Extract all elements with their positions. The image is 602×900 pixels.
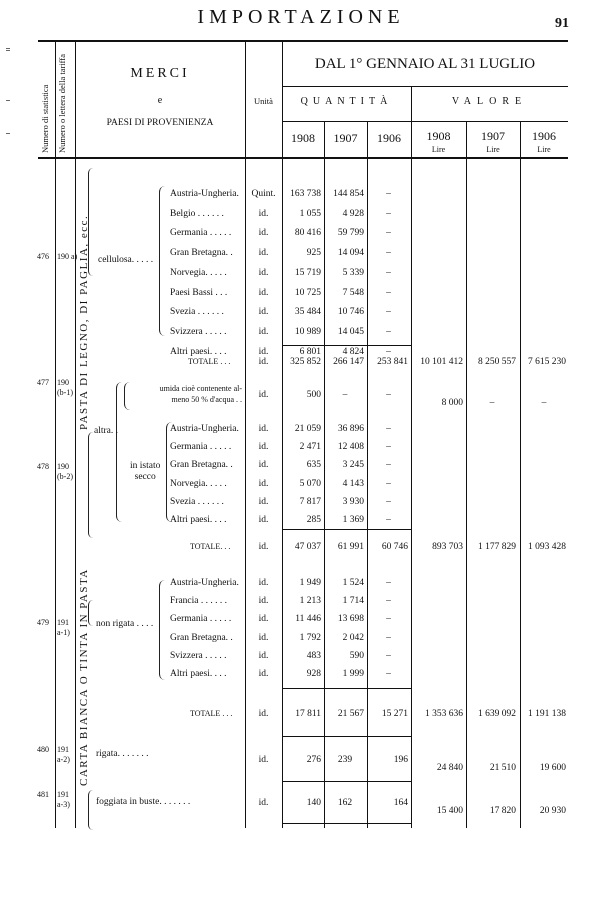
country-name: Gran Bretagna. . [170,248,233,259]
country-name: Altri paesi. . . . [170,515,227,525]
unit-cell: id. [258,228,269,239]
stat-number-header: Numero di statistica [40,84,50,153]
unit-cell: id. [258,755,269,765]
unit-cell: id. [258,208,269,219]
qty-1907: 590 [349,650,364,661]
stat-477: 477 [37,378,49,387]
total-label: TOTALE . . . [188,357,231,366]
qty-1907: 7 548 [342,287,364,298]
stat-481: 481 [37,790,49,799]
qty-1908: 1 055 [299,208,321,219]
group-label-non-rigata: non rigata . . . . [96,619,154,629]
qty-1906: – [386,596,391,607]
header-bottom-rule [38,157,568,159]
qty-1907: 4 143 [342,478,364,489]
unit-cell: id. [258,346,269,357]
tariff-number-header: Numero o lettera della tariffa [57,54,67,153]
unit-cell: id. [258,496,269,507]
qty-1906: – [386,346,391,357]
unit-cell: id. [258,515,269,525]
total-qty-1907: 21 567 [337,709,364,719]
qty-1908: 483 [306,650,321,661]
section-brace-carta-bottom [88,790,93,830]
value-1907: 17 820 [489,806,516,816]
total-qty-1908: 325 852 [290,357,321,367]
qty-1907: 162 [337,798,353,808]
qty-1907: 13 698 [337,614,364,625]
country-name: Svizzera . . . . . [170,650,227,661]
country-name: Altri paesi. . . . [170,669,227,679]
year-header-q1908: 1908 [291,131,315,145]
brace-umida [124,382,130,410]
unit-cell: id. [258,596,269,607]
tariff-190b1: 190 (b-1) [57,378,73,397]
total-value-1907: 1 639 092 [478,709,516,719]
period-rule [282,86,568,87]
country-name: Norvegia. . . . . [170,267,227,278]
qty-1906: – [386,267,391,278]
margin-mark [6,48,10,49]
total-label: TOTALE . . . [190,709,233,718]
qty-1906: – [386,578,391,588]
qty-1908: 500 [306,390,321,400]
qty-1908: 80 416 [294,228,321,239]
qty-1908: 1 792 [299,632,321,643]
lire-label-1908: Lire [431,145,446,154]
qty-1907: 1 714 [342,596,364,607]
lire-label-1906: Lire [537,145,551,154]
qty-1906: – [386,208,391,219]
country-name: Norvegia. . . . . [170,478,227,489]
value-1907: – [489,398,495,408]
group-label-altra: altra. . [94,426,119,436]
section-brace-pasta-top [88,168,93,276]
unit-cell: id. [258,307,269,318]
group-label-rigata: rigata. . . . . . . [96,749,149,759]
margin-mark [6,133,10,134]
unit-cell: id. [258,614,269,625]
unit-cell: id. [258,267,269,278]
qty-1908: 276 [306,755,321,765]
value-1906: – [541,398,547,408]
country-name: Svezia . . . . . . [170,307,224,318]
country-name: Gran Bretagna. . [170,460,233,471]
total-value-1908: 893 703 [432,542,463,552]
subtotal-rule [282,345,411,346]
total-qty-1906: 15 271 [381,709,408,719]
year-header-v1908: 1908 [426,129,451,143]
qty-1906: – [386,496,391,507]
qty-1907: 14 045 [337,326,364,337]
qty-1906: – [386,307,391,318]
country-name: Germania . . . . . [170,442,232,453]
value-1908: 24 840 [436,763,463,773]
qty-1906: – [386,515,391,525]
qty-1907: 12 408 [337,442,364,453]
qty-1906: – [386,326,391,337]
qty-1906: 164 [393,798,408,808]
unit-cell: id. [258,650,269,661]
country-name: Belgio . . . . . . [170,208,224,219]
qty-1908: 5 070 [299,478,321,489]
qty-1907: 4 928 [342,208,364,219]
qty-1906: – [386,650,391,661]
qty-1907: – [342,390,348,400]
unit-cell: id. [258,542,269,552]
header-top-rule [38,40,568,42]
brace-cellulosa [159,186,166,336]
qty-1906: – [386,614,391,625]
stat-478: 478 [37,462,49,471]
unit-cell: id. [258,424,269,434]
valore-header: VALORE [451,96,528,107]
value-1907: 21 510 [489,763,516,773]
section-brace-pasta-bottom [88,432,93,538]
country-name: Francia . . . . . . [170,596,227,607]
section-label-pasta: PASTA DI LEGNO, DI PAGLIA, ecc. [78,214,90,430]
qty-1906: – [386,632,391,643]
qty-1906: – [386,478,391,489]
group-label-cellulosa: cellulosa. . . . . [98,255,154,265]
subtotal-rule [282,688,411,689]
merci-header: MERCI [130,66,190,81]
qty-1906: – [386,287,391,298]
total-value-1907: 8 250 557 [478,357,516,367]
section-label-carta: CARTA BIANCA O TINTA IN PASTA [78,568,90,786]
qty-1907: 239 [337,755,353,765]
value-1908: 15 400 [436,806,463,816]
body-col-divider [367,158,368,828]
tariff-191a3: 191 a-3) [57,790,70,809]
brace-secco [166,422,173,522]
qty-1908: 10 989 [294,326,321,337]
group-label-umida: umida cioè contenente al- meno 50 % d'acqua . . [159,384,242,404]
subtotal-rule [282,781,411,782]
subtotal-rule [282,823,411,824]
country-name: Austria-Ungheria. [170,424,239,434]
qty-1906: 196 [393,755,408,765]
qty-1907: 1 524 [342,578,364,588]
country-name: Austria-Ungheria. [170,189,239,199]
country-name: Svezia . . . . . . [170,496,224,507]
tariff-190a: 190 a) [57,252,78,261]
qty-1908: 635 [306,460,321,471]
total-value-1906: 1 093 428 [528,542,566,552]
stat-480: 480 [37,745,49,754]
year-header-q1906: 1906 [377,131,401,145]
quantita-header: QUANTITÀ [300,96,393,107]
qty-1908: 2 471 [299,442,321,453]
qty-1907: 3 245 [342,460,364,471]
tariff-191a2: 191 a-2) [57,745,70,764]
qty-1906: – [386,460,391,471]
qty-1908: 7 817 [299,496,321,507]
qty-1906: – [386,189,391,199]
subtotal-rule [282,529,411,530]
total-value-1906: 7 615 230 [528,357,566,367]
qty-1906: – [386,248,391,259]
qty-1908: 925 [306,248,321,259]
qty-1907: 4 824 [342,346,364,357]
total-qty-1906: 253 841 [377,357,408,367]
col-divider [55,40,56,158]
period-header: DAL 1° GENNAIO AL 31 LUGLIO [314,56,536,72]
paesi-header: PAESI DI PROVENIENZA [106,118,214,128]
body-col-divider [411,158,412,828]
qty-1908: 928 [306,669,321,679]
qty-1907: 1 999 [342,669,364,679]
unita-header: Unità [254,96,273,106]
brace-non-rigata [159,580,166,680]
page-number: 91 [555,16,569,31]
qty-1907: 1 369 [342,515,364,525]
country-name: Gran Bretagna. . [170,632,233,643]
body-col-divider [245,158,246,828]
value-1906: 20 930 [539,806,566,816]
total-value-1907: 1 177 829 [478,542,516,552]
total-qty-1907: 266 147 [333,357,364,367]
unit-cell: id. [258,798,269,808]
qty-1908: 1 949 [299,578,321,588]
qty-1908: 35 484 [294,307,321,318]
total-value-1906: 1 191 138 [528,709,566,719]
total-qty-1907: 61 991 [337,542,364,552]
unit-cell: id. [258,248,269,259]
tariff-190b2: 190 (b-2) [57,462,73,481]
qty-1907: 5 339 [342,267,364,278]
country-name: Germania . . . . . [170,228,232,239]
qty-1906: – [386,669,391,679]
qty-1908: 285 [306,515,321,525]
body-col-divider [55,158,56,828]
body-col-divider [520,158,521,828]
qty-1907: 2 042 [342,632,364,643]
group-label-foggiata: foggiata in buste. . . . . . . [96,797,191,807]
stat-479: 479 [37,618,49,627]
unit-cell: id. [258,390,269,400]
qty-1907: 3 930 [342,496,364,507]
unit-cell: id. [258,442,269,453]
year-header-v1907: 1907 [481,129,505,143]
year-header-v1906: 1906 [532,129,556,143]
margin-mark [6,100,10,101]
margin-mark [6,50,10,51]
total-value-1908: 1 353 636 [425,709,463,719]
page-title: IMPORTAZIONE [197,6,405,28]
total-qty-1906: 60 746 [381,542,408,552]
section-brace-carta-top [88,600,93,626]
subtotal-rule [282,736,411,737]
total-qty-1908: 17 811 [295,709,321,719]
year-header-q1907: 1907 [333,131,358,145]
country-name: Austria-Ungheria. [170,578,239,588]
qty-1908: 140 [306,798,321,808]
body-col-divider [324,158,325,828]
qty-1907: 59 799 [337,228,364,239]
unit-cell: id. [258,326,269,337]
e-header: e [157,95,163,106]
total-label: TOTALE. . . [190,542,231,551]
total-value-1908: 10 101 412 [420,357,463,367]
qty-1908: 21 059 [294,424,321,434]
qty-1907: 36 896 [337,424,364,434]
qty-1906: – [386,228,391,239]
lire-label-1907: Lire [486,145,500,154]
total-qty-1908: 47 037 [294,542,321,552]
group-label-secco: in istato secco [130,461,161,482]
unit-cell: id. [258,578,269,588]
qty-1908: 11 446 [295,614,321,625]
qty-1907: 144 854 [333,189,364,199]
qty-1906: – [386,442,391,453]
unit-cell: id. [258,478,269,489]
brace-altra [116,382,122,522]
qty-1906: – [386,424,391,434]
qty-1907: 10 746 [337,307,364,318]
qty-1906: – [386,390,391,400]
country-name: Svizzera . . . . . [170,326,227,337]
value-1908: 8 000 [441,398,463,408]
unit-cell: id. [258,460,269,471]
qty-1908: 6 801 [299,346,321,357]
qty-1908: 15 719 [294,267,321,278]
qty-1908: 163 738 [290,189,321,199]
body-col-divider [466,158,467,828]
unit-cell: Quint. [251,189,276,199]
stat-476: 476 [37,252,49,261]
qty-1908: 1 213 [299,596,321,607]
value-1906: 19 600 [539,763,566,773]
unit-cell: id. [258,357,269,367]
country-name: Paesi Bassi . . . [170,287,228,298]
country-name: Germania . . . . . [170,614,232,625]
country-name: Altri paesi. . . . [170,346,227,357]
tariff-191a1: 191 a-1) [57,618,70,637]
qty-1908: 10 725 [294,287,321,298]
unit-cell: id. [258,669,269,679]
body-col-divider [282,158,283,828]
unit-cell: id. [258,709,269,719]
qty-1907: 14 094 [337,248,364,259]
unit-cell: id. [258,632,269,643]
unit-cell: id. [258,287,269,298]
